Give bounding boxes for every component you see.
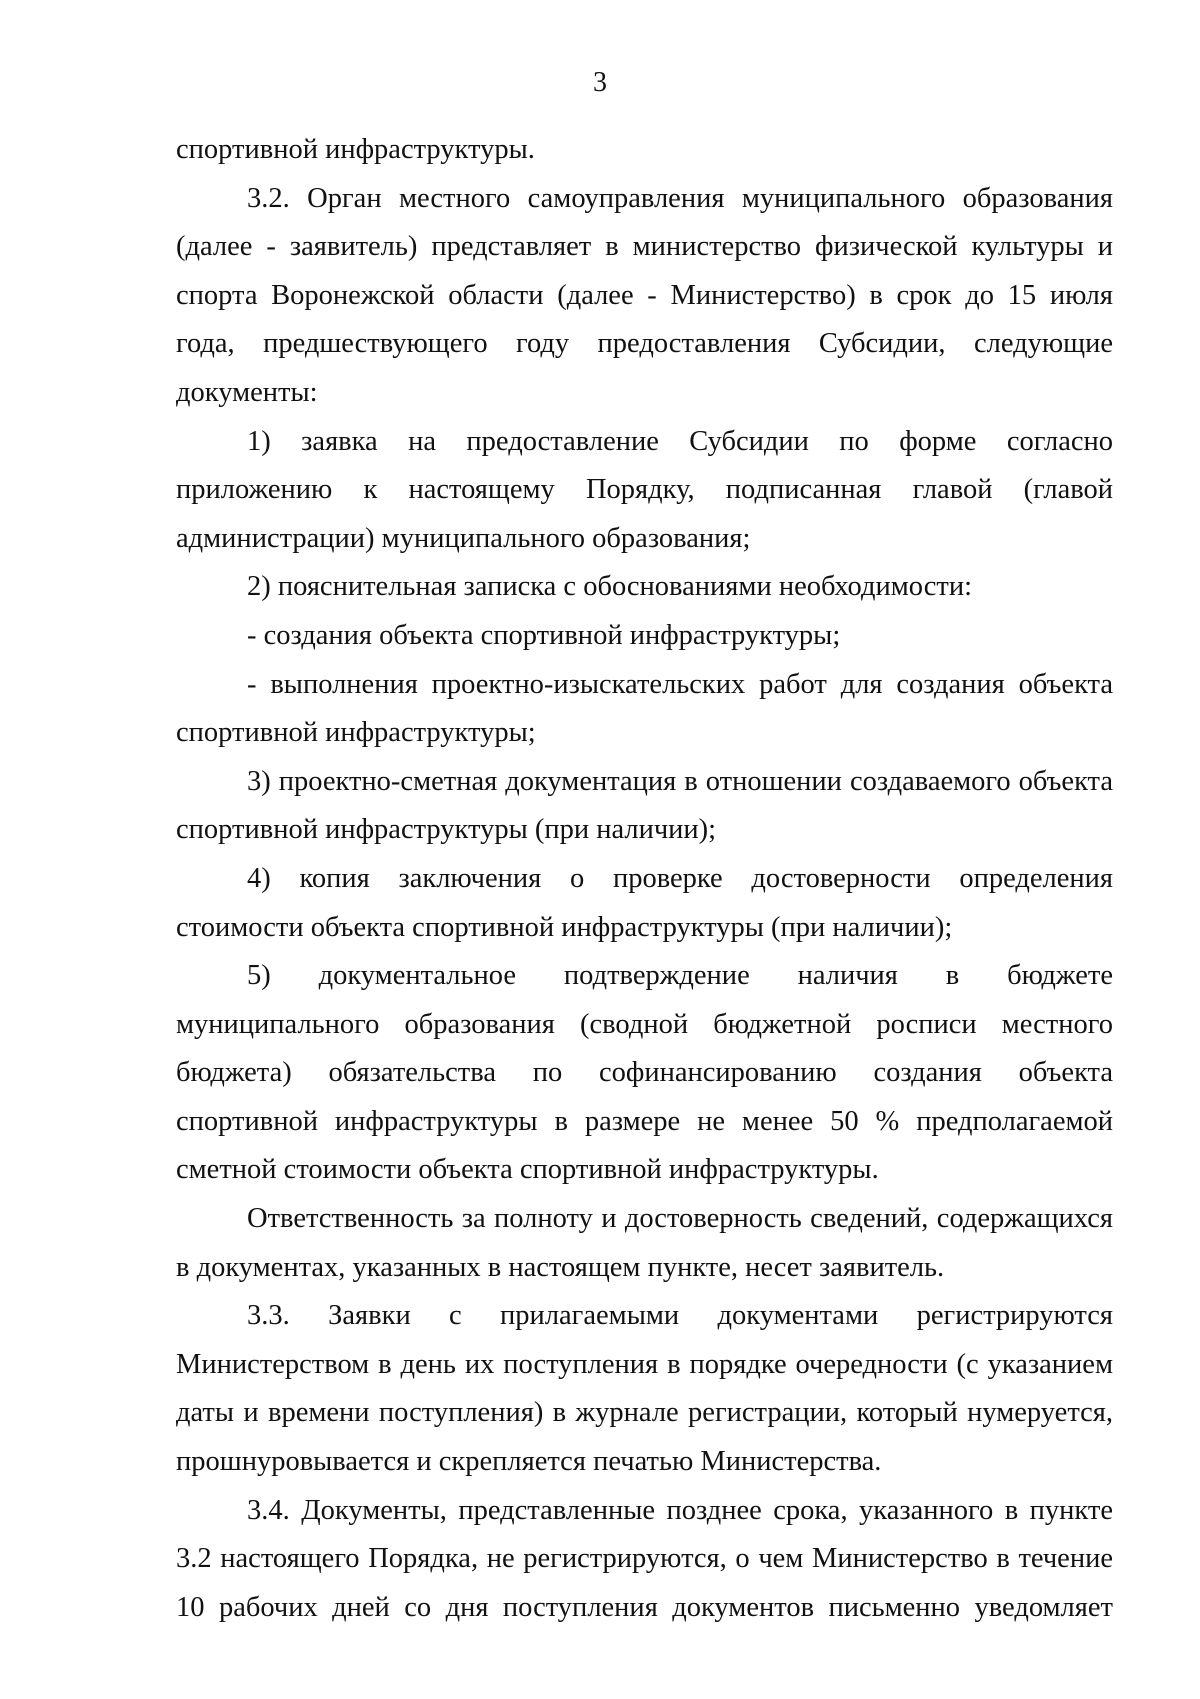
paragraph: спортивной инфраструктуры. <box>176 134 535 165</box>
responsibility-paragraph: Ответственность за полноту и достоверность сведений, содержащихся в документах, указанных в настоящем пункте, несет заявитель. <box>176 1203 1113 1283</box>
page-number: 3 <box>593 67 607 98</box>
paragraph-3-3: 3.3. Заявки с прилагаемыми документами регистрируются Министерством в день их поступления в порядке очередности (с указанием даты и времени поступления) в журнале регистрации, который нумеруется, прошнуровывается и скрепляется печатью Министерства. <box>176 1300 1113 1478</box>
paragraph-3-2: 3.2. Орган местного самоуправления муниципального образования (далее - заявитель) представляет в министерство физической культуры и спорта Воронежской области (далее - Министерство) в срок до 15 июля года, предшествующего году предоставления Субсидии, следующие документы: <box>176 182 1113 408</box>
list-item-2: 2) пояснительная записка с обоснованиями необходимости: <box>247 571 972 603</box>
list-item-4: 4) копия заключения о проверке достоверности определения стоимости объекта спортивной инфраструктуры (при наличии); <box>176 862 1113 943</box>
list-item-5: 5) документальное подтверждение наличия в бюджете муниципального образования (сводной бюджетной росписи местного бюджета) обязательства по софинансированию создания объекта спортивной инфраструктуры в размере не менее 50 % предполагаемой сметной стоимости объекта спортивной инфраструктуры. <box>176 960 1113 1186</box>
list-item-1: 1) заявка на предоставление Субсидии по форме согласно приложению к настоящему Порядку, подписанная главой (главой администрации) муниципального образования; <box>176 425 1113 554</box>
list-subitem-design-works: - выполнения проектно-изыскательских работ для создания объекта спортивной инфраструктуры; <box>176 668 1113 749</box>
document-body <box>176 126 1113 1632</box>
list-item-3: 3) проектно-сметная документация в отношении создаваемого объекта спортивной инфраструктуры (при наличии); <box>176 765 1113 846</box>
list-subitem-creation: - создания объекта спортивной инфраструктуры; <box>247 619 841 651</box>
paragraph-3-4: 3.4. Документы, представленные позднее срока, указанного в пункте 3.2 настоящего Порядка, не регистрируются, о чем Министерство в течение 10 рабочих дней со дня поступления документов письменно уведомляет <box>176 1494 1113 1623</box>
